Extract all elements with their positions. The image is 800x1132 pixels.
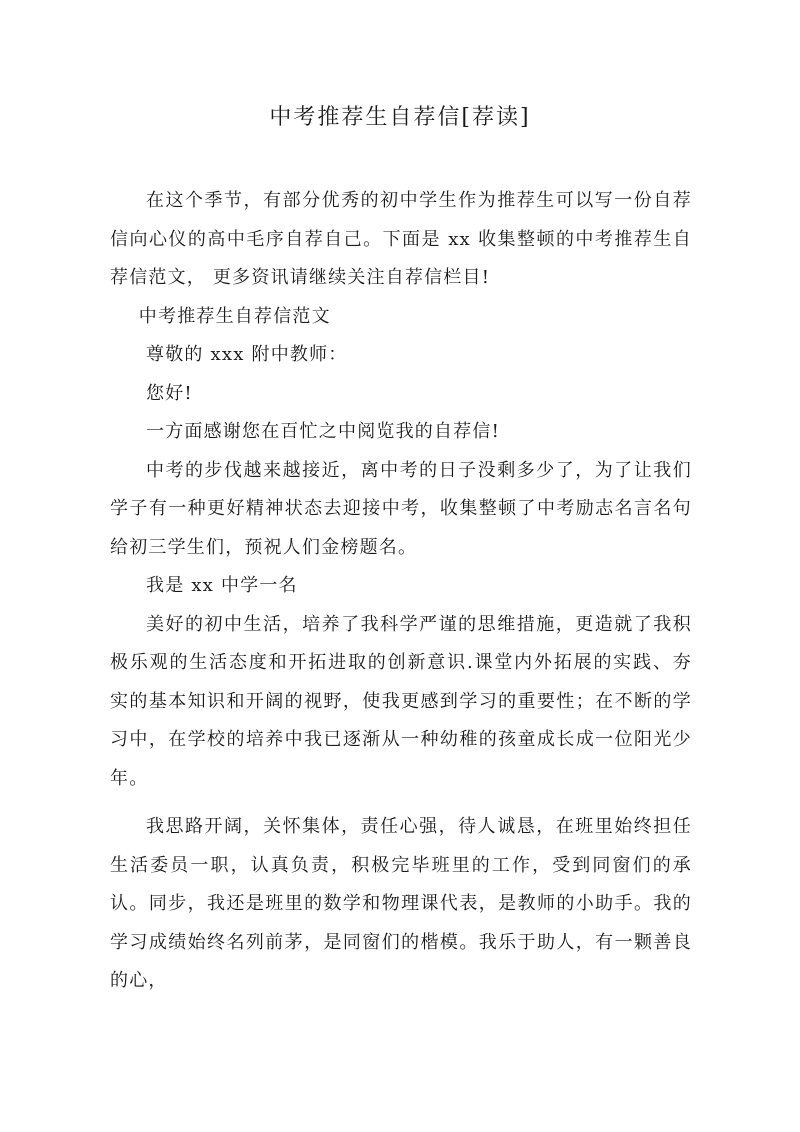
intro-paragraph: 在这个季节，有部分优秀的初中学生作为推荐生可以写一份自荐信向心仪的高中毛序自荐自己。下面是 xx 收集整顿的中考推荐生自荐信范文， 更多资讯请继续关注自荐信栏目! bbox=[110, 190, 692, 288]
salutation: 尊敬的 xxx 附中教师： bbox=[146, 344, 348, 365]
greeting: 您好! bbox=[146, 382, 193, 404]
document-body bbox=[110, 182, 692, 1001]
body-paragraph: 美好的初中生活，培养了我科学严谨的思维措施，更造就了我积极乐观的生活态度和开拓进取的创新意识.课堂内外拓展的实践、夯实的基本知识和开阔的视野，使我更感到学习的重要性；在不断的学习中，在学校的培养中我已逐渐从一种幼稚的孩童成长成一位阳光少年。 bbox=[110, 613, 692, 789]
body-paragraph: 我思路开阔，关怀集体，责任心强，待人诚恳，在班里始终担任生活委员一职，认真负责，积极完毕班里的工作，受到同窗们的承认。同步，我还是班里的数学和物理课代表，是教师的小助手。我的学习成绩始终名列前茅，是同窗们的楷模。我乐于助人，有一颗善良的心， bbox=[110, 816, 692, 991]
body-paragraph: 中考的步伐越来越接近，离中考的日子没剩多少了，为了让我们学子有一种更好精神状态去迎接中考，收集整顿了中考励志名言名句给初三学生们，预祝人们金榜题名。 bbox=[110, 459, 692, 558]
body-paragraph: 我是 xx 中学一名 bbox=[146, 575, 298, 596]
document-title: 中考推荐生自荐信[荐读] bbox=[269, 105, 531, 130]
section-heading: 中考推荐生自荐信范文 bbox=[138, 305, 331, 327]
thanks-paragraph: 一方面感谢您在百忙之中阅览我的自荐信! bbox=[146, 421, 501, 442]
